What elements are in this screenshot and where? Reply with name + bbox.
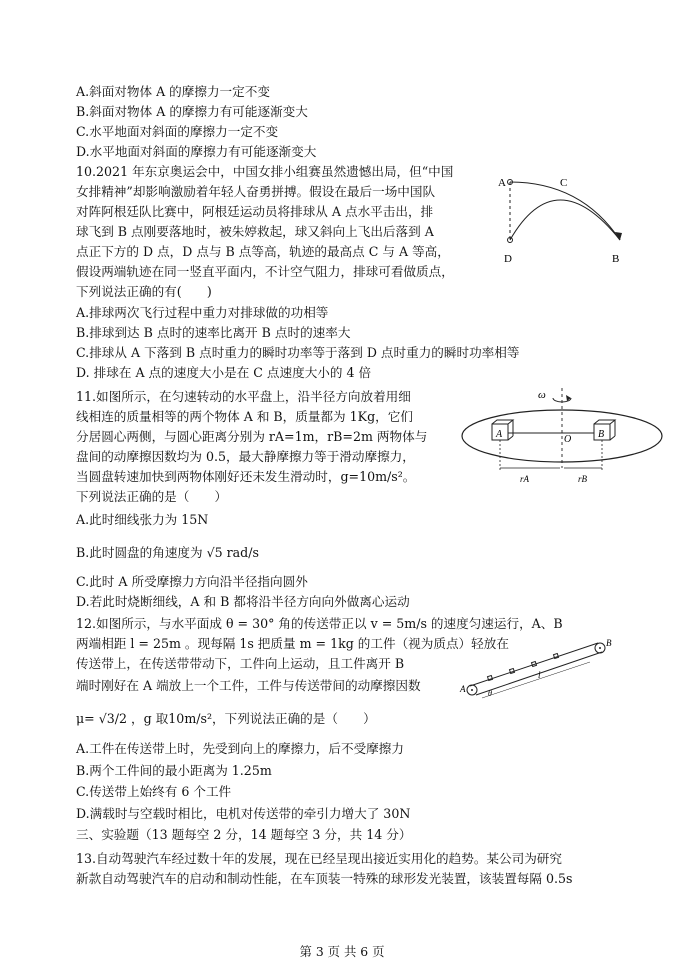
text-line-29: μ= √3/2 ，g 取10m/s²，下列说法正确的是（ ） <box>76 711 376 726</box>
end-a-label: A <box>460 684 466 694</box>
text-line-14: D. 排球在 A 点的速度大小是在 C 点速度大小的 4 倍 <box>76 365 372 380</box>
rotating-disk-figure <box>456 386 668 496</box>
text-line-3: D.水平地面对斜面的摩擦力有可能逐渐变大 <box>76 144 317 159</box>
text-line-9: 假设两端轨迹在同一竖直平面内，不计空气阻力，排球可看做质点， <box>76 264 454 279</box>
text-line-8: 点正下方的 D 点，D 点与 B 点等高，轨迹的最高点 C 与 A 等高， <box>76 244 450 259</box>
text-line-10: 下列说法正确的有( ) <box>76 284 212 299</box>
text-line-15: 11.如图所示，在匀速转动的水平盘上，沿半径方向放着用细 <box>76 389 411 404</box>
text-line-7: 球飞到 B 点刚要落地时，被朱婷救起，球又斜向上飞出后落到 A <box>76 224 434 239</box>
volleyball-trajectory-figure <box>496 170 636 270</box>
omega-label: ω <box>538 389 546 401</box>
text-line-5: 女排精神”却影响激励着年轻人奋勇拼搏。假设在最后一场中国队 <box>76 184 436 199</box>
label-b: B <box>612 253 620 265</box>
angle-label: θ <box>488 689 492 698</box>
page-footer: 第 3 页 共 6 页 <box>299 944 385 959</box>
text-line-11: A.排球两次飞行过程中重力对排球做的功相等 <box>76 305 329 320</box>
conveyor-belt-figure <box>458 638 618 702</box>
ra-label: rA <box>520 474 529 484</box>
text-line-2: C.水平地面对斜面的摩擦力一定不变 <box>76 124 279 139</box>
end-b-label: B <box>606 638 612 648</box>
text-line-22: B.此时圆盘的角速度为 √5 rad/s <box>76 545 259 560</box>
text-line-25: 12.如图所示，与水平面成 θ = 30° 角的传送带正以 v = 5m/s 的速度匀速运行，A、B <box>76 616 563 631</box>
text-line-33: D.满载时与空载时相比，电机对传送带的牵引力增大了 30N <box>76 806 411 821</box>
text-line-18: 盘间的动摩擦因数均为 0.5，最大静摩擦力等于滑动摩擦力， <box>76 449 415 464</box>
text-line-13: C.排球从 A 下落到 B 点时重力的瞬时功率等于落到 D 点时重力的瞬时功率相等 <box>76 345 520 360</box>
text-line-35: 13.自动驾驶汽车经过数十年的发展，现在已经呈现出接近实用化的趋势。某公司为研究 <box>76 851 562 866</box>
text-line-19: 当圆盘转速加快到两物体刚好还未发生滑动时，g=10m/s²。 <box>76 469 416 484</box>
text-line-4: 10.2021 年东京奥运会中，中国女排小组赛虽然遗憾出局，但“中国 <box>76 164 454 179</box>
text-line-34: 三、实验题（13 题每空 2 分，14 题每空 3 分，共 14 分） <box>76 827 412 842</box>
text-line-36: 新款自动驾驶汽车的启动和制动性能，在车顶装一特殊的球形发光装置，该装置每隔 0.5s <box>76 871 573 886</box>
text-line-30: A.工件在传送带上时，先受到向上的摩擦力，后不受摩擦力 <box>76 741 404 756</box>
text-line-31: B.两个工件间的最小距离为 1.25m <box>76 763 272 778</box>
label-a: A <box>498 177 506 189</box>
text-line-32: C.传送带上始终有 6 个工件 <box>76 784 232 799</box>
text-line-20: 下列说法正确的是（ ） <box>76 489 228 504</box>
label-c: C <box>560 177 568 189</box>
text-line-12: B.排球到达 B 点时的速率比离开 B 点时的速率大 <box>76 325 351 340</box>
block-a-label: A <box>496 429 503 440</box>
length-label: l <box>538 670 541 680</box>
text-line-28: 端时刚好在 A 端放上一个工件，工件与传送带间的动摩擦因数 <box>76 678 421 693</box>
text-line-0: A.斜面对物体 A 的摩擦力一定不变 <box>76 84 270 99</box>
text-line-6: 对阵阿根廷队比赛中，阿根廷运动员将排球从 A 点水平击出，排 <box>76 204 434 219</box>
text-line-1: B.斜面对物体 A 的摩擦力有可能逐渐变大 <box>76 104 308 119</box>
rb-label: rB <box>578 474 587 484</box>
center-o-label: O <box>564 434 572 445</box>
text-line-23: C.此时 A 所受摩擦力方向沿半径指向圆外 <box>76 574 308 589</box>
text-line-17: 分居圆心两侧，与圆心距离分别为 rA=1m，rB=2m 两物体与 <box>76 429 428 444</box>
text-line-27: 传送带上，在传送带带动下，工件向上运动，且工件离开 B <box>76 656 405 671</box>
text-line-26: 两端相距 l = 25m 。现每隔 1s 把质量 m = 1kg 的工件（视为质点）轻放在 <box>76 636 509 651</box>
label-d: D <box>504 253 512 265</box>
block-b-label: B <box>598 429 605 440</box>
text-line-24: D.若此时烧断细线，A 和 B 都将沿半径方向向外做离心运动 <box>76 594 410 609</box>
text-line-16: 线相连的质量相等的两个物体 A 和 B，质量都为 1Kg，它们 <box>76 409 413 424</box>
text-line-21: A.此时细线张力为 15N <box>76 512 209 527</box>
